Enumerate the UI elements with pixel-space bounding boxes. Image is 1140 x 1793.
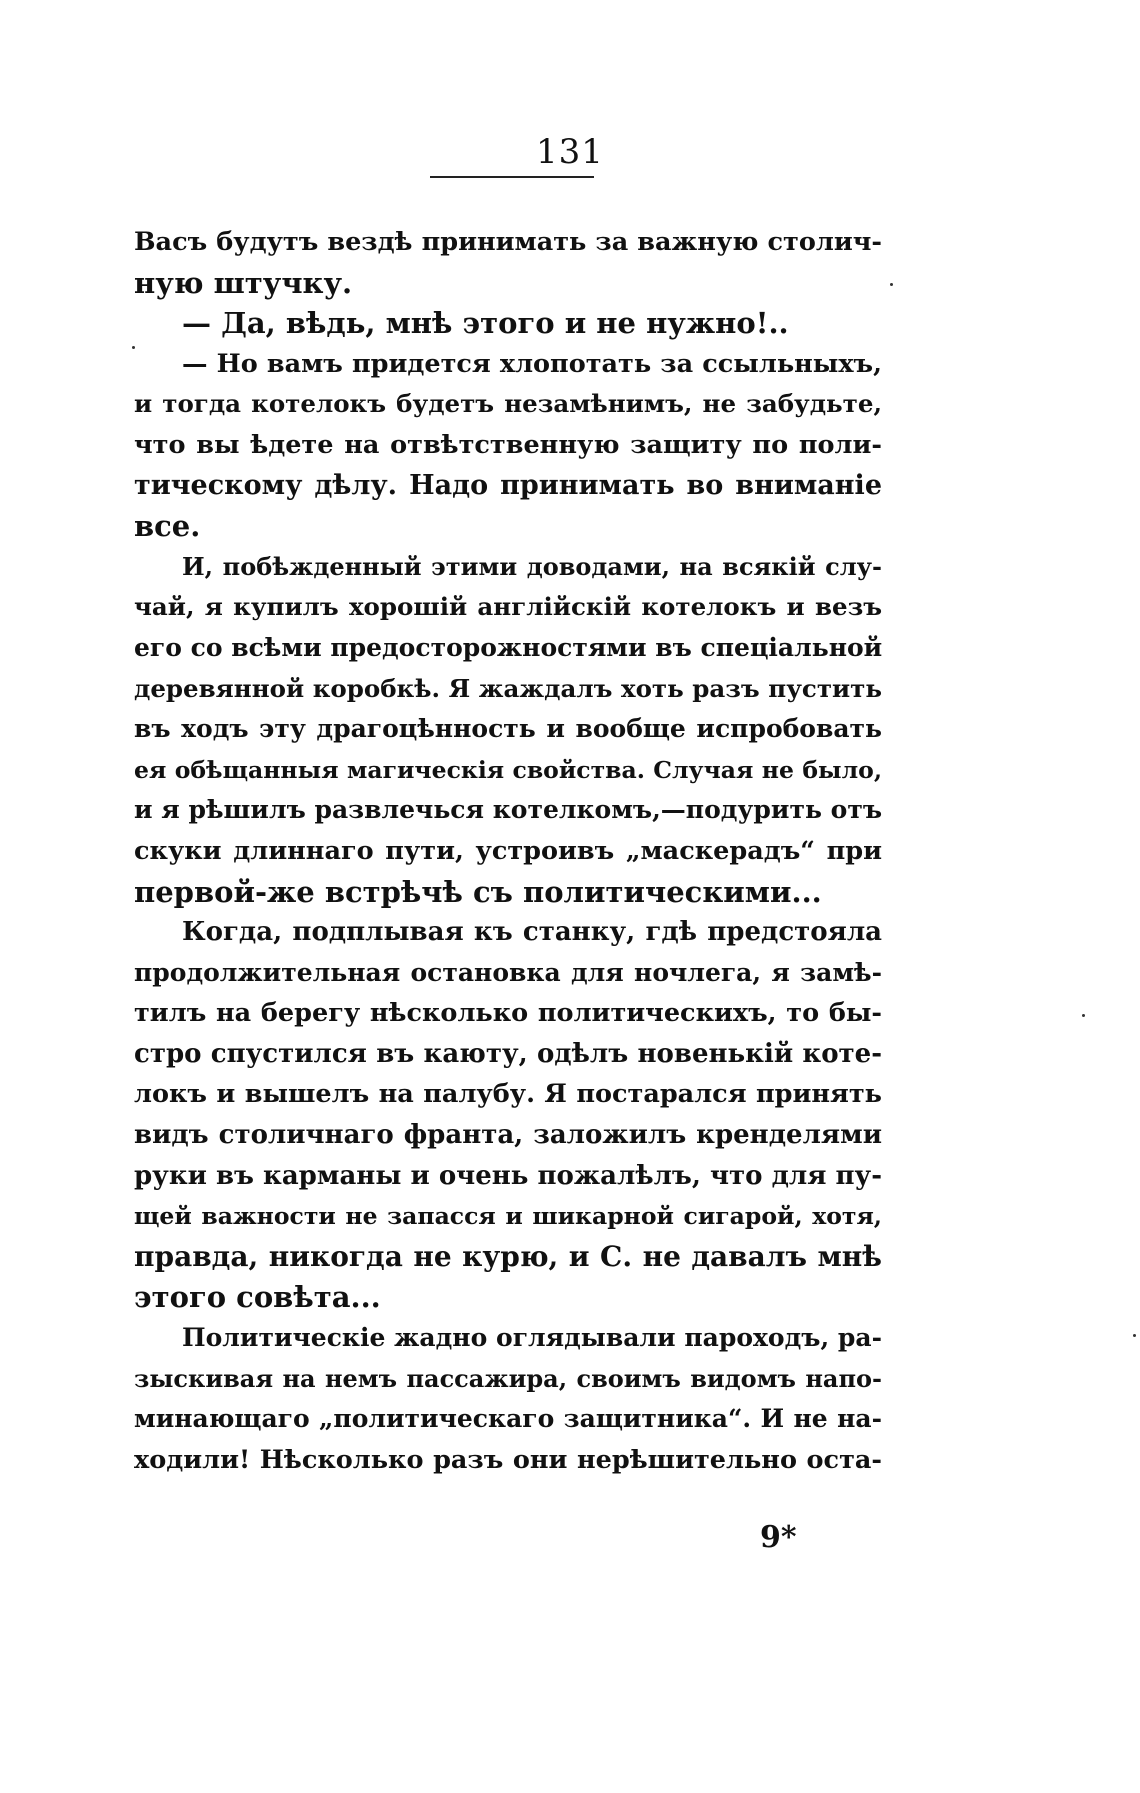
page-number: 131	[536, 132, 604, 172]
scan-speck	[1133, 1334, 1136, 1337]
text-line: — Да, вѣдь, мнѣ этого и не нужно!..	[182, 306, 789, 341]
text-line: все.	[134, 509, 201, 544]
text-line: — Но вамъ придется хлопотать за ссыльныхъ,	[182, 348, 882, 379]
text-line: Когда, подплывая къ станку, гдѣ предстояла	[182, 917, 882, 948]
body-text	[134, 222, 882, 1480]
text-line: стро спустился въ каюту, одѣлъ новенькій коте-	[134, 1038, 882, 1069]
text-line: этого совѣта...	[134, 1280, 381, 1315]
text-line: зыскивая на немъ пассажира, своимъ видомъ напо-	[134, 1363, 882, 1393]
text-line: видъ столичнаго франта, заложилъ кренделями	[134, 1120, 882, 1151]
text-line: его со всѣми предосторожностями въ спеціальной	[134, 632, 882, 662]
text-line: правда, никогда не курю, и С. не давалъ мнѣ	[134, 1239, 882, 1273]
text-line: локъ и вышелъ на палубу. Я постарался принять	[134, 1079, 882, 1110]
signature-mark: 9*	[760, 1520, 797, 1555]
text-line: щей важности не запасся и шикарной сигарой, хотя,	[134, 1202, 882, 1231]
text-line: И, побѣжденный этими доводами, на всякій слу-	[182, 551, 882, 581]
text-line: Политическіе жадно оглядывали пароходъ, ра-	[182, 1323, 882, 1353]
text-line: продолжительная остановка для ночлега, я замѣ-	[134, 957, 882, 987]
text-line: и тогда котелокъ будетъ незамѣнимъ, не забудьте,	[134, 389, 882, 419]
text-line: и я рѣшилъ развлечься котелкомъ,—подурить отъ	[134, 795, 882, 825]
scan-speck	[1082, 1014, 1085, 1017]
text-line: ея обѣщанныя магическія свойства. Случая не было,	[134, 755, 882, 784]
text-line: что вы ѣдете на отвѣтственную защиту по поли-	[134, 429, 882, 460]
text-line: тическому дѣлу. Надо принимать во вниманіе	[134, 469, 882, 501]
text-line: ную штучку.	[134, 265, 353, 300]
text-line: скуки длиннаго пути, устроивъ „маскерадъ“ при	[134, 835, 882, 866]
text-line: въ ходъ эту драгоцѣнность и вообще испробовать	[134, 714, 882, 744]
text-line: первой-же встрѣчѣ съ политическими...	[134, 874, 822, 909]
text-line: минающаго „политическаго защитника“. И не на-	[134, 1404, 882, 1434]
scan-speck	[890, 283, 893, 286]
text-line: деревянной коробкѣ. Я жаждалъ хоть разъ пустить	[134, 673, 882, 703]
scan-speck	[132, 346, 135, 349]
text-line: чай, я купилъ хорошій англійскій котелокъ и везъ	[134, 592, 882, 622]
text-line: Васъ будутъ вездѣ принимать за важную столич-	[134, 227, 882, 257]
text-line: тилъ на берегу нѣсколько политическихъ, то бы-	[134, 998, 882, 1029]
text-line: руки въ карманы и очень пожалѣлъ, что для пу-	[134, 1160, 882, 1191]
header-rule	[430, 176, 594, 178]
text-line: ходили! Нѣсколько разъ они нерѣшительно оста-	[134, 1444, 882, 1475]
